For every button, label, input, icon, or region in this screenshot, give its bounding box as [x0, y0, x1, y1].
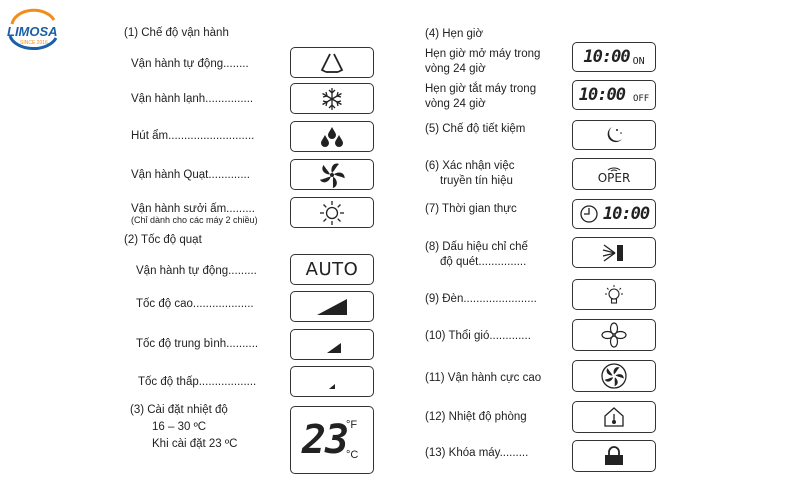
cool-mode-display: [290, 83, 374, 114]
lock-label: (13) Khóa máy.........: [425, 447, 529, 459]
fan-low-label: Tốc độ thấp..................: [138, 376, 257, 388]
timer-on-label-2: vòng 24 giờ: [425, 63, 486, 75]
auto-mode-display: [290, 47, 374, 78]
signal-label-1: (6) Xác nhận việc: [425, 160, 515, 172]
swing-icon: [601, 242, 627, 264]
moon-icon: [602, 124, 626, 146]
dry-mode-display: [290, 121, 374, 152]
signal-display: [572, 158, 656, 190]
fan-medium-display: [290, 329, 374, 360]
fan-auto-text: AUTO: [305, 259, 359, 280]
swing-label-2: độ quét...............: [440, 256, 527, 268]
fan-mode-display: [290, 159, 374, 190]
lock-icon: [602, 445, 626, 467]
snowflake-icon: [319, 86, 345, 112]
room-temp-icon: [602, 405, 626, 429]
unit-fahrenheit: °F: [346, 419, 358, 431]
fan-speed-high-icon: [315, 297, 349, 317]
blow-label: (10) Thổi gió.............: [425, 330, 531, 342]
turbo-icon: [600, 362, 628, 390]
temp-note: Khi cài đặt 23 ºC: [152, 438, 238, 450]
fan-high-display: [290, 291, 374, 322]
realtime-time: 10:00: [602, 204, 650, 224]
fan-auto-display: [290, 254, 374, 285]
lamp-icon: [603, 283, 625, 307]
clock-icon: [579, 204, 599, 224]
blow-display: [572, 319, 656, 351]
heat-mode-note: (Chỉ dành cho các máy 2 chiều): [131, 215, 258, 225]
eco-mode-display: [572, 120, 656, 150]
section1-title: (1) Chế độ vận hành: [124, 27, 229, 39]
unit-celsius: °C: [346, 449, 359, 461]
dry-mode-label: Hút ẩm...........................: [131, 130, 255, 142]
fan-icon: [318, 161, 346, 189]
signal-text: OPER: [597, 171, 631, 185]
section4-title: (4) Hẹn giờ: [425, 28, 484, 40]
auto-mode-label: Vận hành tự động........: [131, 58, 249, 70]
temp-range: 16 – 30 ºC: [152, 421, 207, 433]
section2-title: (2) Tốc độ quạt: [124, 234, 202, 246]
fan-auto-label: Vận hành tự động.........: [136, 265, 257, 277]
auto-mode-icon: [319, 51, 345, 75]
timer-off-display: [572, 80, 656, 110]
fan-mode-label: Vận hành Quạt.............: [131, 169, 250, 181]
timer-on-tag: ON: [632, 55, 645, 67]
timer-on-label-1: Hẹn giờ mở máy trong: [425, 48, 541, 60]
temperature-value: 23: [301, 417, 349, 463]
timer-on-display: [572, 42, 656, 72]
timer-off-label-2: vòng 24 giờ: [425, 98, 486, 110]
swing-label-1: (8) Dấu hiệu chỉ chế: [425, 241, 528, 253]
section3-title: (3) Cài đặt nhiệt độ: [130, 404, 228, 416]
lamp-display: [572, 279, 656, 310]
fan-speed-medium-icon: [315, 335, 349, 355]
fan-low-display: [290, 366, 374, 397]
logo-tagline: SINCE 2016: [20, 40, 48, 46]
fan-speed-low-icon: [315, 372, 349, 392]
logo-text: LIMOSA: [7, 24, 58, 39]
fan-blow-icon: [601, 322, 627, 348]
heat-mode-display: [290, 197, 374, 228]
fan-medium-label: Tốc độ trung bình..........: [136, 338, 259, 350]
realtime-label: (7) Thời gian thực: [425, 203, 517, 215]
timer-off-time: 10:00: [578, 85, 625, 105]
timer-on-time: 10:00: [583, 47, 630, 67]
room-temp-display: [572, 401, 656, 433]
swing-display: [572, 237, 656, 268]
realtime-display: [572, 199, 656, 229]
sun-icon: [319, 200, 345, 226]
logo: [4, 6, 62, 54]
fan-high-label: Tốc độ cao...................: [136, 298, 254, 310]
room-temp-label: (12) Nhiệt độ phòng: [425, 411, 527, 423]
lock-display: [572, 440, 656, 472]
water-drops-icon: [319, 125, 345, 149]
temperature-display: [290, 406, 374, 474]
signal-label-2: truyền tín hiệu: [440, 175, 513, 187]
eco-mode-label: (5) Chế độ tiết kiệm: [425, 123, 526, 135]
timer-off-label-1: Hẹn giờ tắt máy trong: [425, 83, 537, 95]
turbo-display: [572, 360, 656, 392]
lamp-label: (9) Đèn.......................: [425, 293, 537, 305]
cool-mode-label: Vận hành lạnh...............: [131, 93, 254, 105]
heat-mode-label: Vận hành sưởi ấm.........: [131, 203, 255, 215]
timer-off-tag: OFF: [632, 94, 650, 104]
turbo-label: (11) Vận hành cực cao: [425, 372, 542, 384]
